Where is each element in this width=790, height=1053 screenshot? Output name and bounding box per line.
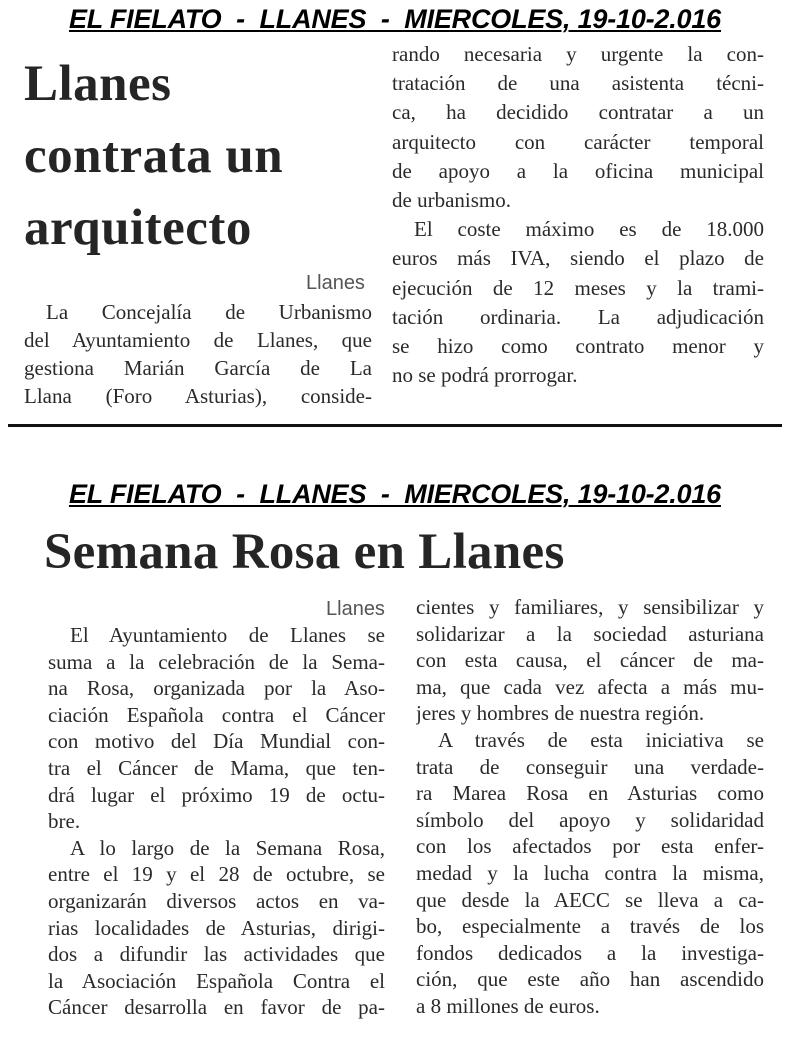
clipping-2-location: Llanes <box>326 598 385 620</box>
text-line: rias localidades de Asturias, dirigi- <box>48 915 385 940</box>
headline-line: Llanes <box>24 56 172 112</box>
headline-line: contrata un <box>24 128 284 184</box>
text-line: A lo largo de la Semana Rosa, <box>70 835 385 860</box>
clipping-1-column-2 <box>392 40 764 422</box>
text-line: gestiona Marián García de La <box>24 356 372 380</box>
text-line: trata de conseguir una verdade- <box>416 754 764 779</box>
text-line: cientes y familiares, y sensibilizar y <box>416 595 764 619</box>
text-line: se hizo como contrato menor y <box>392 334 764 359</box>
clipping-1-location: Llanes <box>306 272 365 294</box>
text-line: medad y la lucha contra la misma, <box>416 860 764 885</box>
text-line: tra el Cáncer de Mama, que ten- <box>48 755 385 780</box>
clipping-2-column-2 <box>416 594 764 1050</box>
text-line: del Ayuntamiento de Llanes, que <box>24 328 372 352</box>
text-line: jeres y hombres de nuestra región. <box>416 701 705 726</box>
text-line: organizarán diversos actos en va- <box>48 888 385 913</box>
clipping-1-headline <box>24 48 374 264</box>
text-line: ca, ha decidido contratar a un <box>392 100 764 125</box>
text-line: símbolo del apoyo y solidaridad <box>416 807 764 832</box>
text-line: solidarizar a la sociedad asturiana <box>416 621 764 646</box>
text-line: no se podrá prorrogar. <box>392 363 578 388</box>
text-line: fondos dedicados a la investiga- <box>416 940 764 965</box>
headline-line: arquitecto <box>24 200 252 256</box>
text-line: de urbanismo. <box>392 188 511 213</box>
text-line: la Asociación Española Contra el <box>48 968 385 993</box>
clipping-1-banner: EL FIELATO - LLANES - MIERCOLES, 19-10-2.016 <box>68 4 722 34</box>
clipping-2-banner: EL FIELATO - LLANES - MIERCOLES, 19-10-2.016 <box>68 479 722 509</box>
text-line: de apoyo a la oficina municipal <box>392 158 764 183</box>
text-line: drá lugar el próximo 19 de octu- <box>48 782 385 807</box>
text-line: ma, que cada vez afecta a más mu- <box>416 674 764 699</box>
text-line: arquitecto con carácter temporal <box>392 129 764 154</box>
text-line: El coste máximo es de 18.000 <box>414 217 764 242</box>
text-line: ciación Española contra el Cáncer <box>48 702 385 727</box>
text-line: A través de esta iniciativa se <box>438 727 764 752</box>
text-line: euros más IVA, siendo el plazo de <box>392 246 764 271</box>
text-line: ra Marea Rosa en Asturias como <box>416 781 764 806</box>
text-line: con esta causa, el cáncer de ma- <box>416 648 764 673</box>
text-line: ción, que este año han ascendido <box>416 967 764 992</box>
text-line: tación ordinaria. La adjudicación <box>392 304 764 329</box>
text-line: bo, especialmente a través de los <box>416 914 764 939</box>
text-line: tratación de una asistenta técni- <box>392 71 764 96</box>
text-line: bre. <box>48 809 81 834</box>
text-line: na Rosa, organizada por la Aso- <box>48 676 385 701</box>
clipping-1-column-1 <box>24 298 372 424</box>
text-line: dos a difundir las actividades que <box>48 942 385 967</box>
text-line: Cáncer desarrolla en favor de pa- <box>48 995 385 1020</box>
text-line: entre el 19 y el 28 de octubre, se <box>48 862 385 887</box>
clipping-2-headline: Semana Rosa en Llanes <box>44 524 565 580</box>
text-line: a 8 millones de euros. <box>416 993 600 1018</box>
clipping-2-column-1 <box>48 622 385 1050</box>
text-line: suma a la celebración de la Sema- <box>48 649 385 674</box>
section-divider <box>8 424 782 427</box>
text-line: ejecución de 12 meses y la trami- <box>392 275 764 300</box>
text-line: El Ayuntamiento de Llanes se <box>70 623 385 647</box>
text-line: que desde la AECC se lleva a ca- <box>416 887 764 912</box>
text-line: rando necesaria y urgente la con- <box>392 42 764 66</box>
text-line: con los afectados por esta enfer- <box>416 834 764 859</box>
text-line: La Concejalía de Urbanismo <box>46 300 372 324</box>
text-line: Llana (Foro Asturias), conside- <box>24 384 372 408</box>
text-line: con motivo del Día Mundial con- <box>48 729 385 754</box>
